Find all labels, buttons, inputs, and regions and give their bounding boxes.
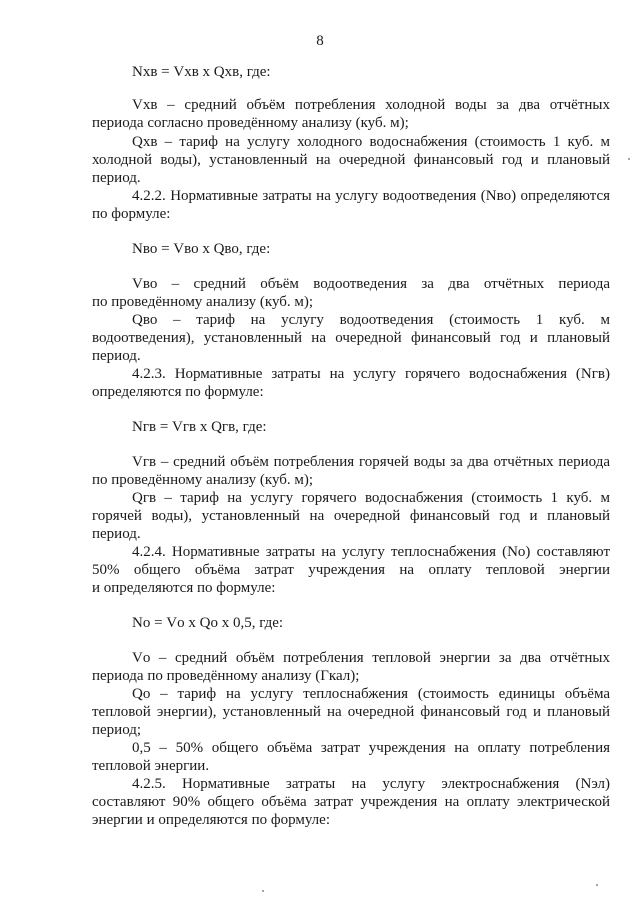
text-line: 50% общего объёма затрат учреждения на оплату тепловой энергии <box>92 562 610 578</box>
formula-wastewater: Nво = Vво x Qво, где: <box>132 241 271 257</box>
text-line: и определяются по формуле: <box>92 580 276 596</box>
text-line: Vхв – средний объём потребления холодной воды за два отчётных <box>132 97 610 113</box>
page-number: 8 <box>316 33 324 49</box>
text-line: периода согласно проведённому анализу (куб. м); <box>92 115 409 131</box>
formula-heating: Nо = Vо x Qо x 0,5, где: <box>132 615 284 631</box>
text-line: период; <box>92 722 142 738</box>
text-line: по формуле: <box>92 206 171 222</box>
text-line: составляют 90% общего объёма затрат учреждения на оплату электрической <box>92 794 610 810</box>
text-line: по проведённому анализу (куб. м); <box>92 472 314 488</box>
text-line: Vо – средний объём потребления тепловой энергии за два отчётных <box>132 650 610 666</box>
text-line: холодной воды), установленный на очередной финансовый год и плановый <box>92 152 610 168</box>
text-line: Vво – средний объём водоотведения за два отчётных периода <box>132 276 610 292</box>
text-line: период. <box>92 526 141 542</box>
text-line: Qхв – тариф на услугу холодного водоснабжения (стоимость 1 куб. м <box>132 134 610 150</box>
text-line: Vгв – средний объём потребления горячей воды за два отчётных периода <box>132 454 610 470</box>
text-line: тепловой энергии. <box>92 758 210 774</box>
section-heading-4-2-2: 4.2.2. Нормативные затраты на услугу водоотведения (Nво) определяются <box>132 188 610 204</box>
formula-hot-water: Nгв = Vгв x Qгв, где: <box>132 419 267 435</box>
text-line: Qо – тариф на услугу теплоснабжения (стоимость единицы объёма <box>132 686 610 702</box>
text-line: энергии и определяются по формуле: <box>92 812 330 828</box>
formula-cold-water: Nхв = Vхв x Qхв, где: <box>132 64 271 80</box>
section-heading-4-2-4: 4.2.4. Нормативные затраты на услугу теплоснабжения (Nо) составляют <box>132 544 610 560</box>
text-line: Qгв – тариф на услугу горячего водоснабжения (стоимость 1 куб. м <box>132 490 610 506</box>
text-line: водоотведения), установленный на очередной финансовый год и плановый <box>92 330 610 346</box>
scan-speck <box>262 890 264 892</box>
section-heading-4-2-5: 4.2.5. Нормативные затраты на услугу электроснабжения (Nэл) <box>132 776 610 792</box>
text-line: тепловой энергии), установленный на очередной финансовый год и плановый <box>92 704 610 720</box>
text-line: периода по проведённому анализу (Гкал); <box>92 668 360 684</box>
text-line: период. <box>92 170 141 186</box>
text-line: горячей воды), установленный на очередной финансовый год и плановый <box>92 508 610 524</box>
text-line: определяются по формуле: <box>92 384 264 400</box>
section-heading-4-2-3: 4.2.3. Нормативные затраты на услугу горячего водоснабжения (Nгв) <box>132 366 610 382</box>
text-line: период. <box>92 348 141 364</box>
text-line: по проведённому анализу (куб. м); <box>92 294 314 310</box>
text-line: 0,5 – 50% общего объёма затрат учреждения на оплату потребления <box>132 740 610 756</box>
scan-speck <box>596 884 598 886</box>
text-line: Qво – тариф на услугу водоотведения (стоимость 1 куб. м <box>132 312 610 328</box>
scan-speck <box>628 158 630 160</box>
